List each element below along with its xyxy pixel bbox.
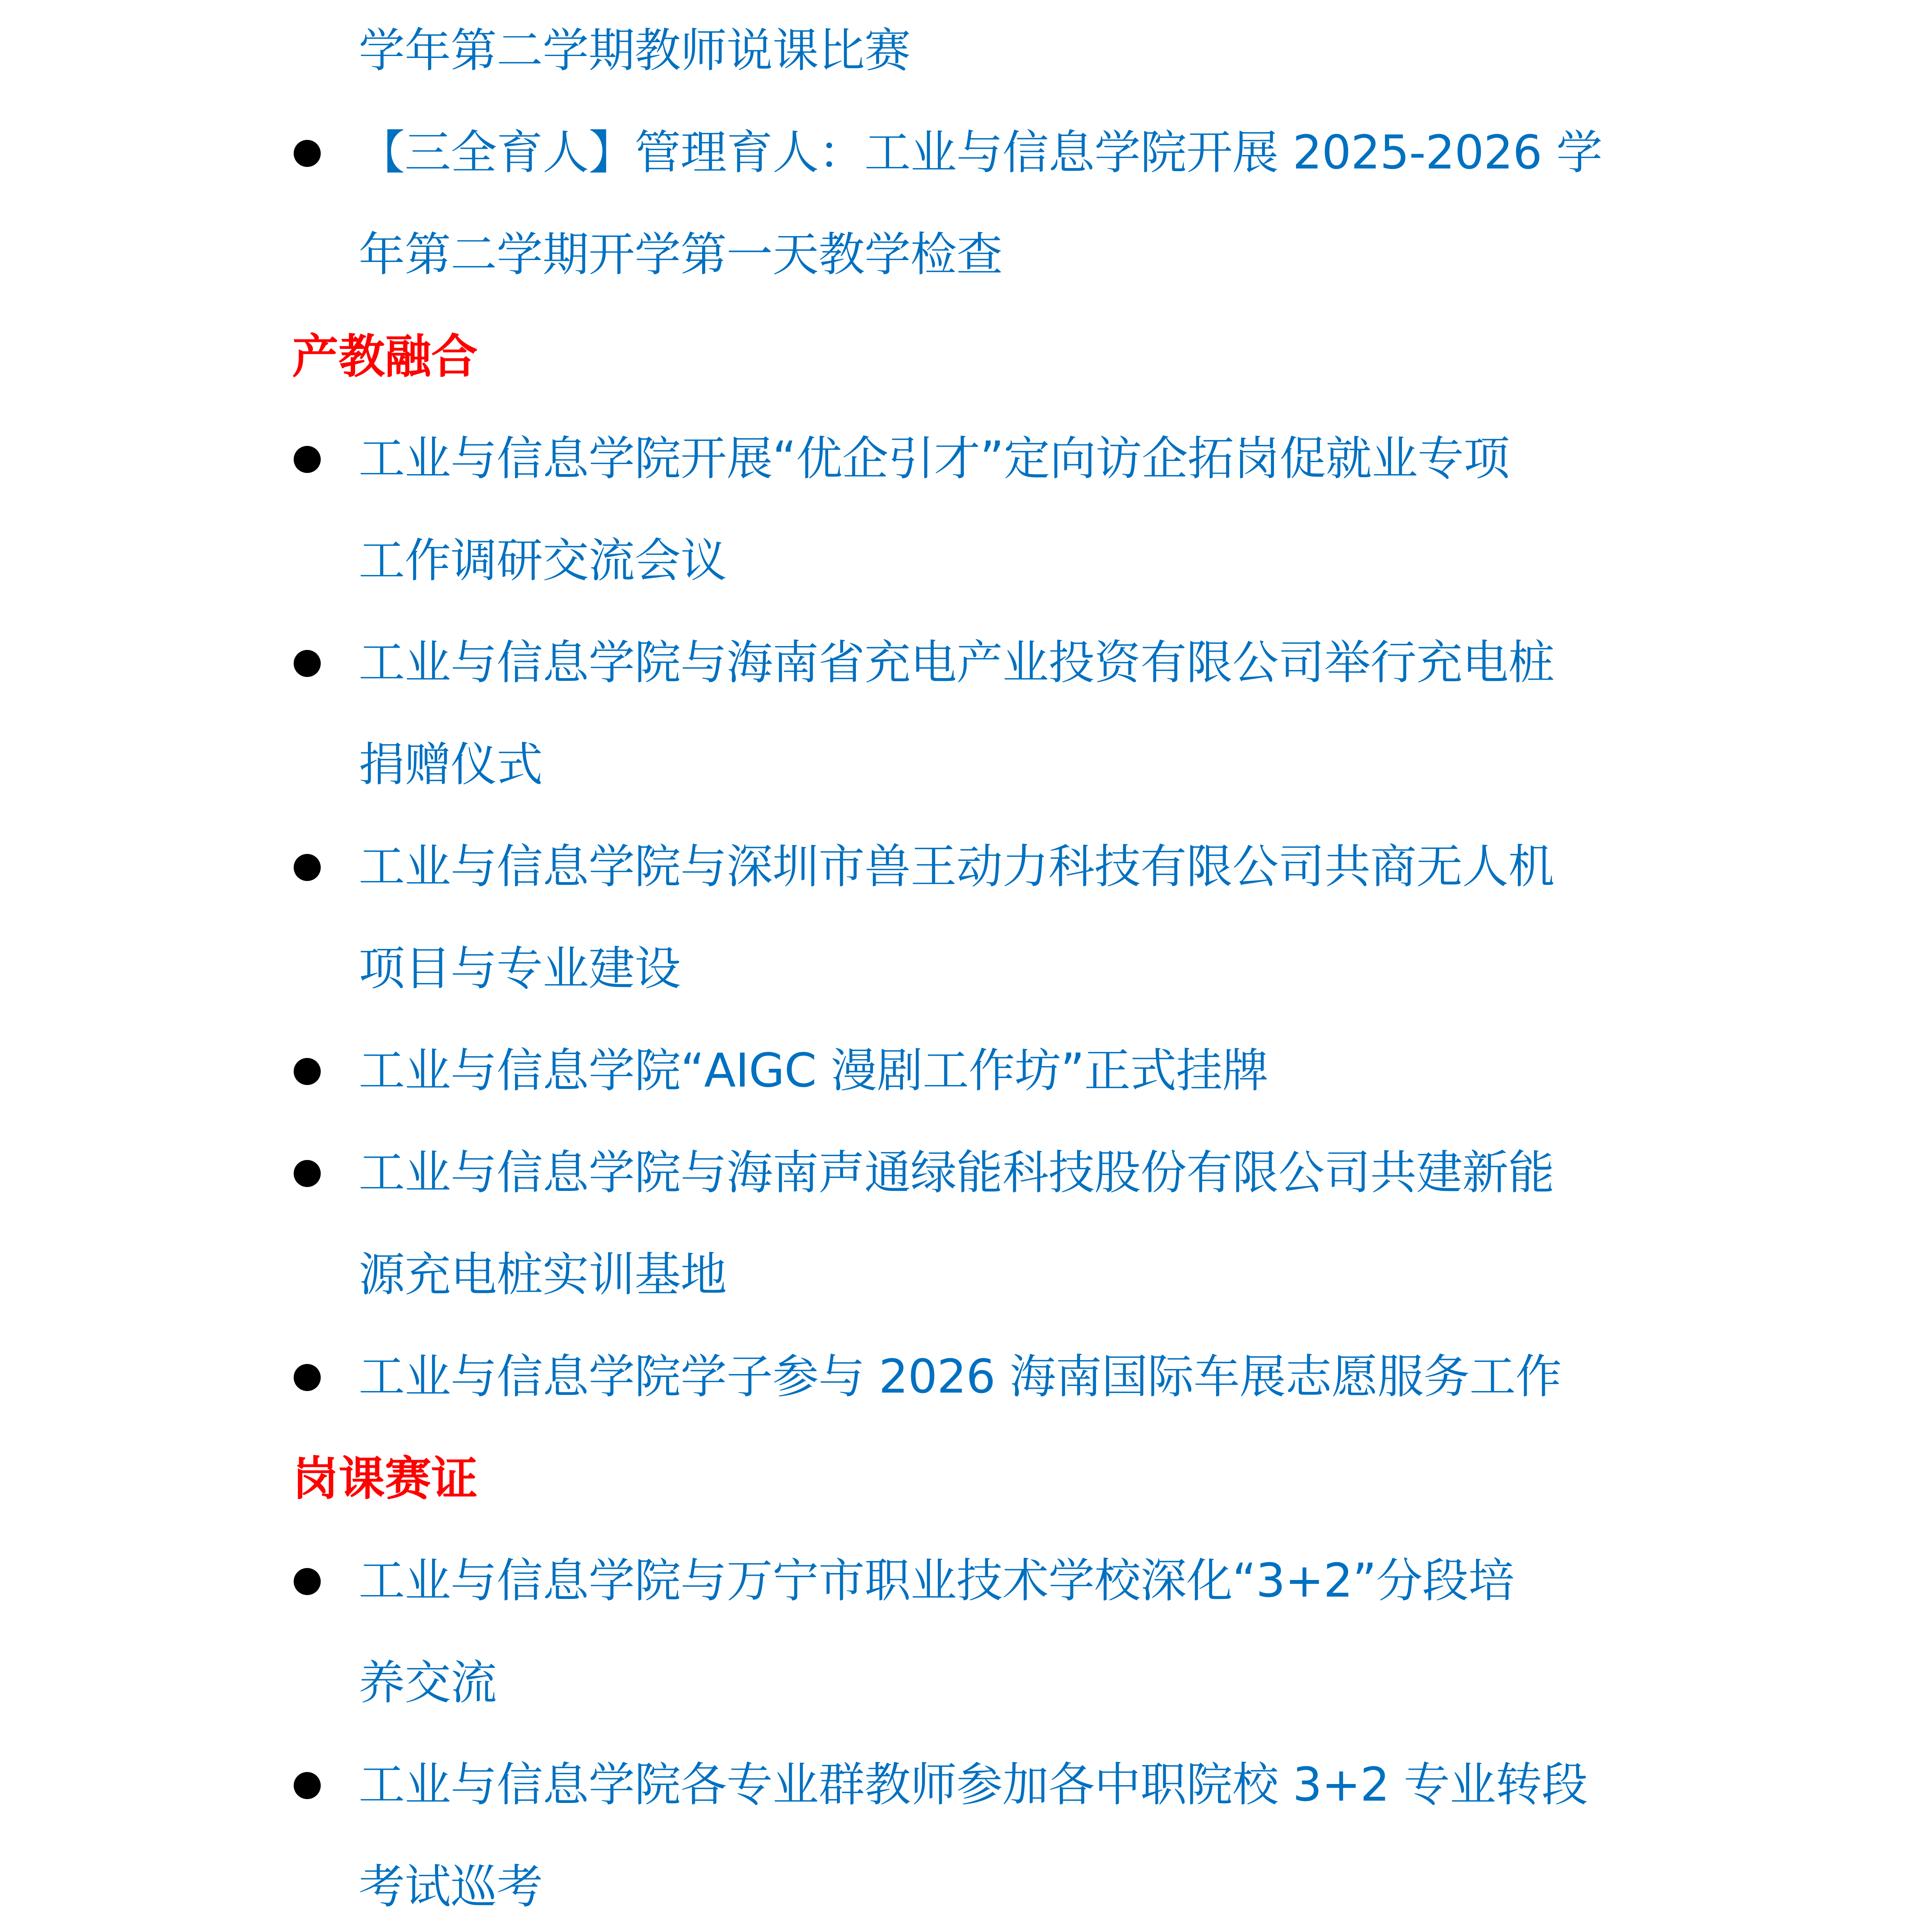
news-link-line2[interactable]: 源充电桩实训基地: [359, 1248, 726, 1302]
news-link-line2[interactable]: 考试巡考: [359, 1860, 543, 1914]
news-link-line2[interactable]: 捐赠仪式: [359, 738, 543, 792]
list-item[interactable]: [292, 816, 1645, 1020]
list-item[interactable]: [292, 612, 1645, 816]
news-link-line1[interactable]: 工业与信息学院与海南声通绿能科技股份有限公司共建新能: [359, 1146, 1554, 1200]
list-item[interactable]: [292, 1326, 1645, 1428]
news-link-line1[interactable]: 工业与信息学院各专业群教师参加各中职院校 3+2 专业转段: [359, 1758, 1588, 1812]
list-item[interactable]: [292, 102, 1645, 306]
bullet-icon: [294, 1058, 321, 1085]
bullet-icon: [294, 446, 321, 473]
section-heading-post-course-competition: 岗课赛证: [292, 1452, 478, 1506]
section-heading-industry-education: 产教融合: [292, 330, 478, 384]
news-link-line2[interactable]: 工作调研交流会议: [359, 534, 726, 588]
list-item[interactable]: [292, 1122, 1645, 1326]
list-item[interactable]: [292, 1734, 1645, 1932]
bullet-icon: [294, 650, 321, 677]
news-link-line1[interactable]: 工业与信息学院与深圳市兽王动力科技有限公司共商无人机: [359, 840, 1554, 894]
news-list-page: [292, 0, 1645, 1932]
news-link-line1[interactable]: 工业与信息学院与海南省充电产业投资有限公司举行充电桩: [359, 636, 1554, 690]
news-link-line1[interactable]: 工业与信息学院“AIGC 漫剧工作坊”正式挂牌: [359, 1044, 1268, 1098]
news-link-line1[interactable]: 工业与信息学院与万宁市职业技术学校深化“3+2”分段培: [359, 1554, 1514, 1608]
previous-item-continuation[interactable]: [292, 0, 1645, 102]
news-link-line2[interactable]: 项目与专业建设: [359, 942, 680, 996]
news-link-line2[interactable]: 养交流: [359, 1656, 497, 1710]
news-link-line1[interactable]: 工业与信息学院学子参与 2026 海南国际车展志愿服务工作: [359, 1350, 1561, 1404]
previous-item-link[interactable]: 学年第二学期教师说课比赛: [359, 24, 910, 78]
news-link-line1[interactable]: 【三全育人】管理育人：工业与信息学院开展 2025-2026 学: [359, 126, 1602, 180]
bullet-icon: [294, 140, 321, 167]
bullet-icon: [294, 1160, 321, 1187]
bullet-icon: [294, 1364, 321, 1391]
news-link-line1[interactable]: 工业与信息学院开展“优企引才”定向访企拓岗促就业专项: [359, 432, 1510, 486]
bullet-icon: [294, 1772, 321, 1799]
news-link-line2[interactable]: 年第二学期开学第一天教学检查: [359, 228, 1002, 282]
list-item[interactable]: [292, 1020, 1645, 1122]
list-item[interactable]: [292, 408, 1645, 612]
bullet-icon: [294, 854, 321, 881]
list-item[interactable]: [292, 1530, 1645, 1734]
bullet-icon: [294, 1568, 321, 1595]
